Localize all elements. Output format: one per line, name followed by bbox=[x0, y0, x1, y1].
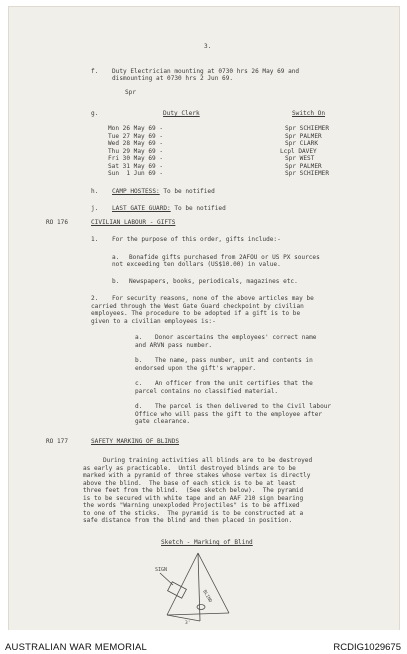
ro176-p1-text: For the purpose of this order, gifts include:- bbox=[112, 236, 281, 243]
ro176-p1-num: 1. bbox=[91, 236, 99, 243]
blind-marker bbox=[197, 605, 205, 610]
ro176-p2b-letter: b. bbox=[135, 357, 143, 364]
roster-name: Spr CLARK bbox=[285, 140, 319, 147]
para-j-letter: j. bbox=[91, 205, 99, 212]
sign-board bbox=[168, 582, 187, 598]
ro177-line: During training activities all blinds are to be destroyed bbox=[103, 457, 313, 464]
ro177-line: safe distance from the blind and then placed in position. bbox=[83, 517, 293, 524]
ro177-line: the words "Warning unexploded Projectiles" is to be affixed bbox=[83, 502, 300, 509]
ro176-p2b-line2: endorsed upon the gift's wrapper. bbox=[135, 364, 257, 372]
archive-reference: RCDIG1029675 bbox=[333, 642, 401, 653]
ro176-p2d-line: gate clearance. bbox=[135, 418, 191, 425]
base-line bbox=[167, 615, 200, 621]
roster-day: Wed 28 May 69 - bbox=[108, 140, 164, 147]
sign-pointer bbox=[160, 573, 173, 585]
ro177-line: above the blind. The base of each stick is to be at least bbox=[83, 479, 296, 487]
para-h-letter: h. bbox=[91, 188, 99, 195]
ro176-number: RO 176 bbox=[46, 219, 69, 226]
ro176-p2c-letter: c. bbox=[135, 380, 143, 387]
duty-clerk-header: Duty Clerk bbox=[163, 110, 200, 117]
ro176-p2b-line1: The name, pass number, unit and contents in bbox=[155, 357, 313, 364]
para-f-letter: f. bbox=[91, 68, 99, 75]
ro176-p2-line: For security reasons, none of the above articles may be bbox=[112, 295, 314, 302]
ro176-p1b-letter: b. bbox=[112, 278, 120, 285]
roster-name: Lcpl DAVEY bbox=[280, 147, 317, 155]
gate-guard-text: To be notified bbox=[170, 205, 226, 212]
ro176-p1a-line1: Bonafide gifts purchased from 2AFOU or US PX sources bbox=[129, 254, 320, 261]
stake-centre bbox=[198, 553, 200, 621]
roster-day: Sat 31 May 69 - bbox=[108, 162, 164, 170]
ro176-p2a-line2: and ARVN pass number. bbox=[135, 341, 213, 349]
archive-footer bbox=[0, 630, 407, 654]
switch-on-header: Switch On bbox=[292, 110, 326, 117]
ro176-p1a-letter: a. bbox=[112, 254, 120, 261]
gate-guard-label: LAST GATE GUARD: bbox=[112, 205, 171, 212]
ro176-title: CIVILIAN LABOUR - GIFTS bbox=[91, 219, 176, 226]
roster-day: Tue 27 May 69 - bbox=[108, 132, 164, 140]
base-line bbox=[167, 613, 229, 615]
roster-name: Spr PALMER bbox=[285, 162, 322, 170]
ro176-p2c-line2: parcel contains no classified material. bbox=[135, 387, 279, 395]
roster-day: Mon 26 May 69 - bbox=[108, 125, 164, 132]
ro176-p2-line: employees. The procedure to be adopted if a gift is to be bbox=[91, 310, 301, 317]
ro177-line: marked with a pyramid of three stakes whose vertex is directly bbox=[83, 472, 311, 479]
archive-name: AUSTRALIAN WAR MEMORIAL bbox=[5, 642, 148, 653]
roster-name: Spr SCHIEMER bbox=[285, 170, 330, 177]
ro176-p2c-line1: An officer from the unit certifies that the bbox=[155, 380, 313, 387]
para-f-line2: dismounting at 0730 hrs 2 Jun 69. bbox=[112, 75, 234, 82]
roster-day: Fri 30 May 69 - bbox=[108, 155, 164, 162]
para-g-letter: g. bbox=[91, 110, 99, 117]
ro176-p2d-line: Office who will pass the gift to the employee after bbox=[135, 410, 323, 418]
roster-name: Spr WEST bbox=[285, 155, 315, 162]
sketch-sign-label: SIGN bbox=[155, 567, 168, 573]
ro176-p2a-line1: Donor ascertains the employees' correct name bbox=[155, 334, 317, 341]
ro177-line: as early as practicable. Until destroyed blinds are to be bbox=[83, 464, 296, 472]
camp-hostess-label: CAMP HOSTESS: bbox=[112, 188, 160, 195]
para-f-line1: Duty Electrician mounting at 0730 hrs 26 May 69 and bbox=[112, 68, 300, 75]
ro176-p2a-letter: a. bbox=[135, 334, 143, 341]
ro176-p2-line: carried through the West Gate Guard checkpoint by civilian bbox=[91, 302, 304, 310]
sketch-dim-label: 3' bbox=[185, 621, 191, 626]
page-number: 3. bbox=[204, 43, 212, 50]
stake-right bbox=[198, 553, 229, 613]
ro177-title: SAFETY MARKING OF BLINDS bbox=[91, 438, 180, 445]
roster-day: Sun 1 Jun 69 - bbox=[108, 170, 164, 177]
ro176-p2-line: given to a civilian employees is:- bbox=[91, 317, 216, 325]
para-f-spr: Spr bbox=[125, 89, 137, 96]
document-page bbox=[8, 6, 400, 632]
camp-hostess-text: To be notified bbox=[159, 188, 215, 195]
ro176-p1a-line2: not exceeding ten dollars (US$10.00) in value. bbox=[112, 261, 281, 268]
ro177-line: three feet from the blind. (See sketch below). The pyramid bbox=[83, 487, 304, 494]
roster-name: Spr SCHIEMER bbox=[285, 125, 330, 132]
ro176-p2d-line: The parcel is then delivered to the Civil labour bbox=[155, 403, 332, 410]
ro176-p2-num: 2. bbox=[91, 295, 99, 302]
blind-marking-sketch bbox=[155, 545, 245, 627]
roster-name: Spr PALMER bbox=[285, 132, 322, 140]
ro177-number: RO 177 bbox=[46, 438, 69, 445]
ro176-p2d-letter: d. bbox=[135, 403, 143, 410]
ro177-line: is to be secured with white tape and an AAF 210 sign bearing bbox=[83, 494, 304, 502]
ro177-line: to one of the sticks. The pyramid is to be constructed at a bbox=[83, 509, 304, 517]
roster-day: Thu 29 May 69 - bbox=[108, 147, 164, 155]
ro176-p1b-text: Newspapers, books, periodicals, magazines etc. bbox=[129, 278, 298, 285]
sketch-title: Sketch - Marking of Blind bbox=[161, 539, 253, 546]
sketch-blind-label: BLIND bbox=[201, 589, 213, 604]
